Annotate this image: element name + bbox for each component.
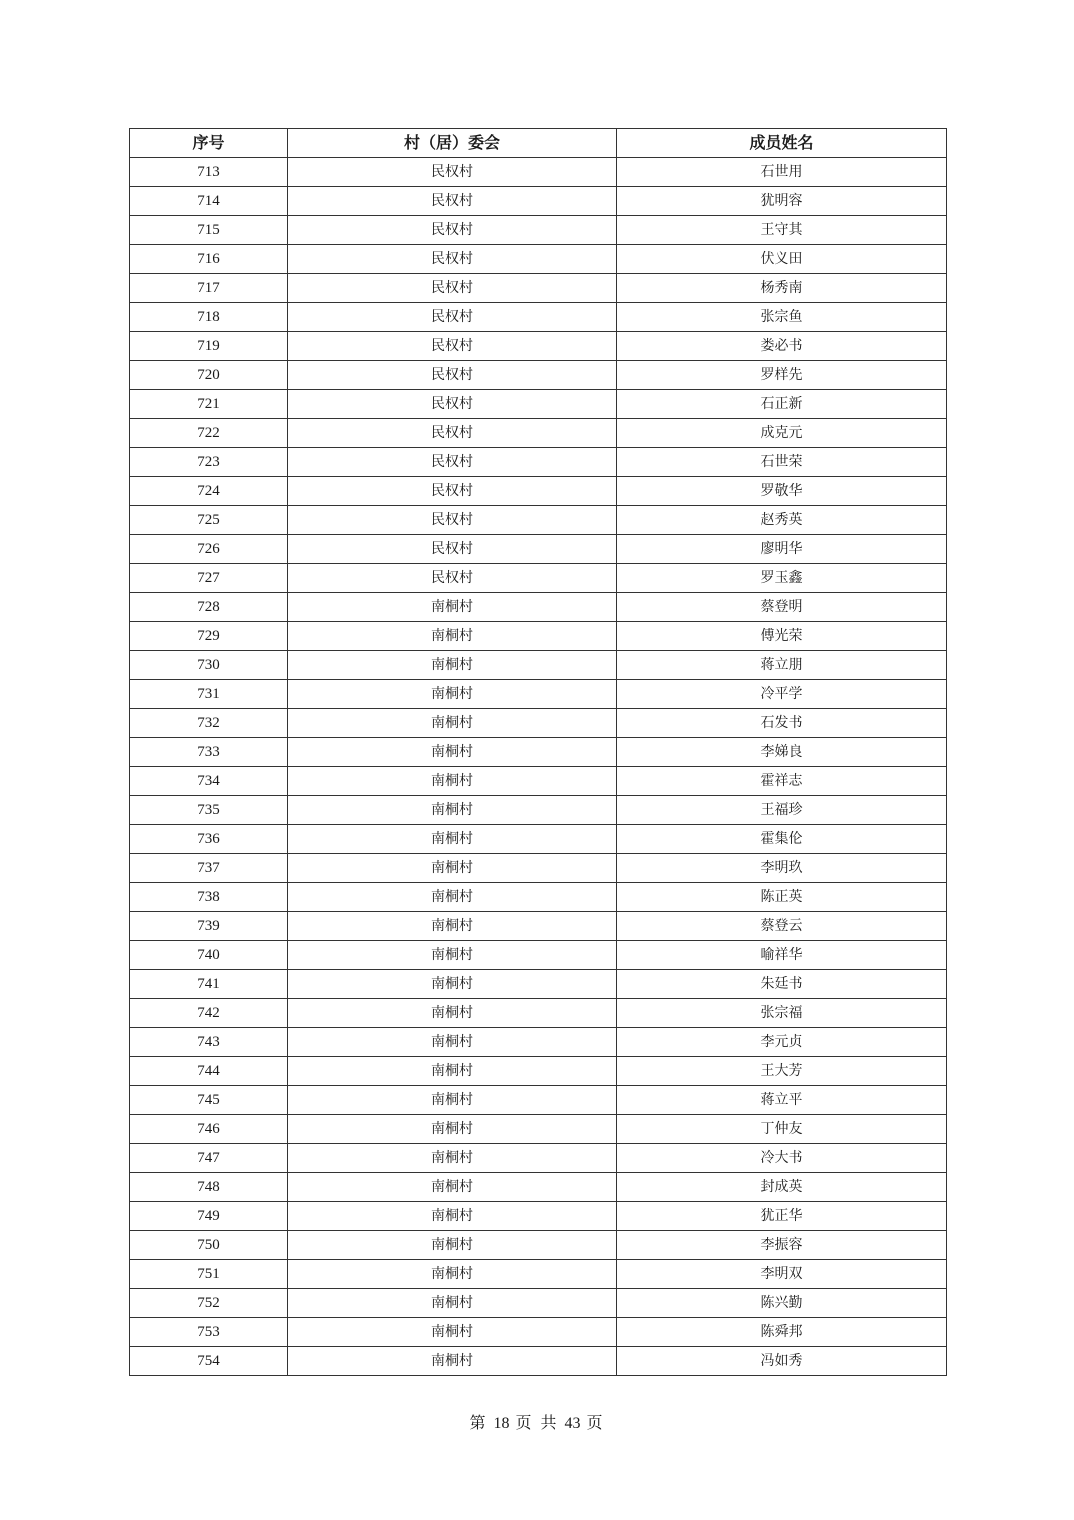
cell-member-name: 罗玉鑫 [617, 564, 947, 593]
cell-index: 725 [130, 506, 288, 535]
cell-committee: 民权村 [288, 187, 617, 216]
cell-index: 740 [130, 941, 288, 970]
cell-committee: 民权村 [288, 245, 617, 274]
table-row [130, 767, 947, 796]
cell-committee: 南桐村 [288, 709, 617, 738]
cell-committee: 南桐村 [288, 1173, 617, 1202]
table-row [130, 796, 947, 825]
cell-member-name: 李明玖 [617, 854, 947, 883]
cell-index: 745 [130, 1086, 288, 1115]
cell-committee: 南桐村 [288, 622, 617, 651]
column-header-member-name: 成员姓名 [617, 129, 947, 158]
cell-committee: 民权村 [288, 535, 617, 564]
cell-index: 720 [130, 361, 288, 390]
cell-committee: 南桐村 [288, 912, 617, 941]
cell-committee: 南桐村 [288, 1289, 617, 1318]
total-pages-number: 43 [564, 1415, 581, 1432]
table-row [130, 1318, 947, 1347]
table-body [130, 158, 947, 1376]
cell-committee: 民权村 [288, 477, 617, 506]
cell-index: 714 [130, 187, 288, 216]
cell-index: 736 [130, 825, 288, 854]
cell-index: 721 [130, 390, 288, 419]
table-row [130, 999, 947, 1028]
table-row [130, 825, 947, 854]
cell-member-name: 蔡登明 [617, 593, 947, 622]
cell-index: 739 [130, 912, 288, 941]
member-table [129, 128, 947, 1376]
cell-committee: 南桐村 [288, 854, 617, 883]
cell-index: 749 [130, 1202, 288, 1231]
table-row [130, 390, 947, 419]
table-row [130, 1115, 947, 1144]
cell-index: 732 [130, 709, 288, 738]
table-row [130, 883, 947, 912]
table-row [130, 361, 947, 390]
cell-committee: 民权村 [288, 506, 617, 535]
table-row [130, 709, 947, 738]
table-row [130, 912, 947, 941]
cell-index: 754 [130, 1347, 288, 1376]
cell-index: 737 [130, 854, 288, 883]
cell-committee: 南桐村 [288, 1028, 617, 1057]
cell-committee: 南桐村 [288, 1231, 617, 1260]
table-row [130, 680, 947, 709]
table-row [130, 1057, 947, 1086]
cell-member-name: 廖明华 [617, 535, 947, 564]
cell-member-name: 杨秀南 [617, 274, 947, 303]
cell-committee: 民权村 [288, 390, 617, 419]
table-row [130, 187, 947, 216]
table-row [130, 738, 947, 767]
cell-member-name: 傅光荣 [617, 622, 947, 651]
cell-committee: 南桐村 [288, 1318, 617, 1347]
cell-index: 741 [130, 970, 288, 999]
cell-index: 742 [130, 999, 288, 1028]
table-row [130, 158, 947, 187]
cell-member-name: 张宗鱼 [617, 303, 947, 332]
table-row [130, 1260, 947, 1289]
cell-index: 735 [130, 796, 288, 825]
cell-member-name: 霍祥志 [617, 767, 947, 796]
table-row [130, 651, 947, 680]
cell-member-name: 蔡登云 [617, 912, 947, 941]
cell-member-name: 赵秀英 [617, 506, 947, 535]
cell-member-name: 王大芳 [617, 1057, 947, 1086]
cell-committee: 南桐村 [288, 738, 617, 767]
table-row [130, 274, 947, 303]
table-row [130, 1086, 947, 1115]
cell-member-name: 蒋立朋 [617, 651, 947, 680]
footer-middle: 页 共 [515, 1413, 559, 1432]
cell-committee: 南桐村 [288, 883, 617, 912]
cell-index: 729 [130, 622, 288, 651]
cell-committee: 南桐村 [288, 970, 617, 999]
table-row [130, 1347, 947, 1376]
cell-member-name: 王福珍 [617, 796, 947, 825]
cell-committee: 民权村 [288, 332, 617, 361]
cell-committee: 南桐村 [288, 1260, 617, 1289]
cell-index: 753 [130, 1318, 288, 1347]
cell-member-name: 石世用 [617, 158, 947, 187]
cell-committee: 南桐村 [288, 796, 617, 825]
table-row [130, 245, 947, 274]
cell-index: 727 [130, 564, 288, 593]
cell-index: 715 [130, 216, 288, 245]
cell-member-name: 朱廷书 [617, 970, 947, 999]
cell-index: 719 [130, 332, 288, 361]
column-header-committee: 村（居）委会 [288, 129, 617, 158]
cell-committee: 民权村 [288, 419, 617, 448]
cell-committee: 民权村 [288, 216, 617, 245]
cell-committee: 民权村 [288, 158, 617, 187]
cell-index: 750 [130, 1231, 288, 1260]
column-header-index: 序号 [130, 129, 288, 158]
cell-member-name: 李元贞 [617, 1028, 947, 1057]
table-row [130, 1144, 947, 1173]
cell-member-name: 罗敬华 [617, 477, 947, 506]
cell-member-name: 石发书 [617, 709, 947, 738]
cell-committee: 南桐村 [288, 825, 617, 854]
cell-index: 730 [130, 651, 288, 680]
cell-committee: 南桐村 [288, 999, 617, 1028]
cell-index: 747 [130, 1144, 288, 1173]
cell-index: 713 [130, 158, 288, 187]
cell-index: 731 [130, 680, 288, 709]
cell-index: 723 [130, 448, 288, 477]
cell-index: 738 [130, 883, 288, 912]
cell-index: 728 [130, 593, 288, 622]
cell-member-name: 犹正华 [617, 1202, 947, 1231]
page-footer [0, 1410, 1074, 1433]
table-row [130, 303, 947, 332]
table-header-row [130, 129, 947, 158]
cell-member-name: 冷平学 [617, 680, 947, 709]
cell-committee: 南桐村 [288, 680, 617, 709]
table-row [130, 477, 947, 506]
cell-member-name: 陈兴勤 [617, 1289, 947, 1318]
cell-index: 722 [130, 419, 288, 448]
cell-committee: 南桐村 [288, 767, 617, 796]
cell-member-name: 陈正英 [617, 883, 947, 912]
table-row [130, 448, 947, 477]
cell-member-name: 喻祥华 [617, 941, 947, 970]
table-row [130, 419, 947, 448]
cell-index: 724 [130, 477, 288, 506]
table-row [130, 854, 947, 883]
cell-committee: 民权村 [288, 361, 617, 390]
cell-committee: 南桐村 [288, 941, 617, 970]
cell-member-name: 封成英 [617, 1173, 947, 1202]
footer-prefix: 第 [469, 1413, 488, 1432]
table-row [130, 1028, 947, 1057]
cell-committee: 南桐村 [288, 1144, 617, 1173]
cell-member-name: 伏义田 [617, 245, 947, 274]
cell-committee: 民权村 [288, 448, 617, 477]
cell-committee: 民权村 [288, 274, 617, 303]
table-row [130, 332, 947, 361]
table-row [130, 970, 947, 999]
table-row [130, 535, 947, 564]
cell-member-name: 张宗福 [617, 999, 947, 1028]
cell-member-name: 丁仲友 [617, 1115, 947, 1144]
cell-member-name: 李明双 [617, 1260, 947, 1289]
table-row [130, 622, 947, 651]
cell-committee: 南桐村 [288, 1115, 617, 1144]
table-row [130, 1289, 947, 1318]
cell-index: 716 [130, 245, 288, 274]
cell-index: 743 [130, 1028, 288, 1057]
table-row [130, 216, 947, 245]
cell-member-name: 成克元 [617, 419, 947, 448]
cell-committee: 南桐村 [288, 1202, 617, 1231]
cell-index: 726 [130, 535, 288, 564]
cell-index: 744 [130, 1057, 288, 1086]
cell-member-name: 罗样先 [617, 361, 947, 390]
cell-committee: 南桐村 [288, 1057, 617, 1086]
table-row [130, 1173, 947, 1202]
cell-member-name: 娄必书 [617, 332, 947, 361]
cell-committee: 南桐村 [288, 651, 617, 680]
cell-committee: 民权村 [288, 564, 617, 593]
cell-member-name: 冯如秀 [617, 1347, 947, 1376]
footer-suffix: 页 [586, 1413, 605, 1432]
cell-index: 718 [130, 303, 288, 332]
cell-committee: 南桐村 [288, 1347, 617, 1376]
cell-index: 746 [130, 1115, 288, 1144]
table-row [130, 941, 947, 970]
cell-index: 751 [130, 1260, 288, 1289]
cell-index: 734 [130, 767, 288, 796]
current-page-number: 18 [493, 1415, 510, 1432]
cell-member-name: 李振容 [617, 1231, 947, 1260]
table-row [130, 593, 947, 622]
cell-member-name: 陈舜邦 [617, 1318, 947, 1347]
cell-member-name: 石世荣 [617, 448, 947, 477]
table-row [130, 564, 947, 593]
cell-index: 733 [130, 738, 288, 767]
cell-index: 752 [130, 1289, 288, 1318]
cell-committee: 民权村 [288, 303, 617, 332]
cell-index: 748 [130, 1173, 288, 1202]
table-row [130, 506, 947, 535]
cell-member-name: 石正新 [617, 390, 947, 419]
cell-member-name: 霍集伦 [617, 825, 947, 854]
cell-member-name: 李娣良 [617, 738, 947, 767]
cell-member-name: 蒋立平 [617, 1086, 947, 1115]
cell-committee: 南桐村 [288, 1086, 617, 1115]
table-row [130, 1202, 947, 1231]
cell-member-name: 王守其 [617, 216, 947, 245]
cell-member-name: 冷大书 [617, 1144, 947, 1173]
cell-member-name: 犹明容 [617, 187, 947, 216]
cell-index: 717 [130, 274, 288, 303]
table-row [130, 1231, 947, 1260]
cell-committee: 南桐村 [288, 593, 617, 622]
